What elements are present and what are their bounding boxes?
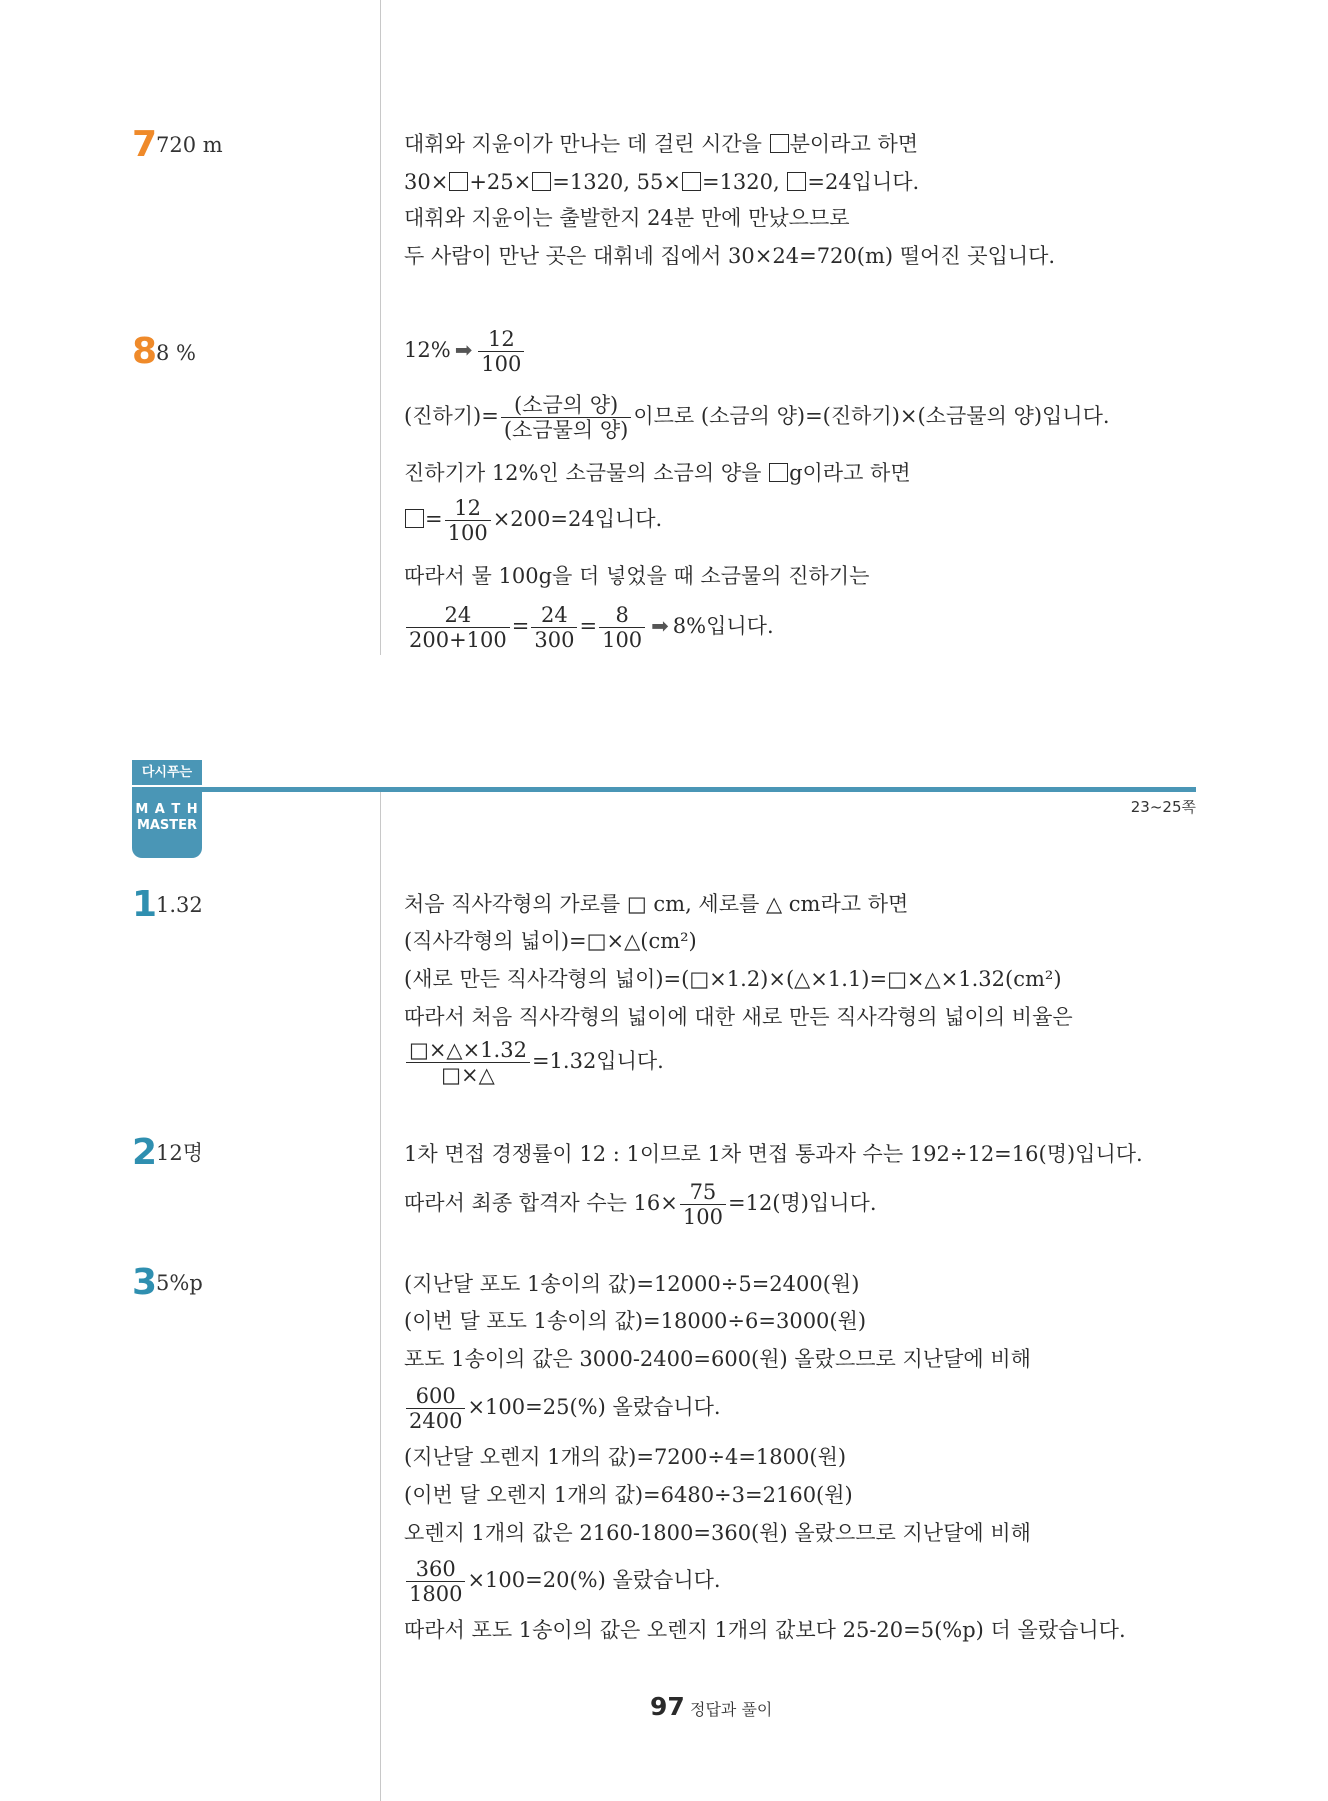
fraction: [478, 327, 524, 376]
fraction-denominator: 1800: [409, 1582, 463, 1606]
fraction: [445, 496, 491, 545]
question-number-3: 3: [132, 1262, 158, 1303]
q7-line-1: [404, 131, 918, 157]
right-arrow-icon: ➡: [454, 338, 473, 362]
q3-line-1: (지난달 포도 1송이의 값)=12000÷5=2400(원): [404, 1272, 860, 1296]
question-number-8: 8: [132, 331, 158, 372]
q1-line-4: 따라서 처음 직사각형의 넓이에 대한 새로 만든 직사각형의 넓이의 비율은: [404, 1005, 1073, 1029]
q1-frac-post: =1.32입니다.: [531, 1049, 664, 1073]
question-number-7: 7: [132, 124, 158, 165]
q7-line-2: [404, 169, 919, 195]
answer-2: 12명: [156, 1141, 204, 1165]
fraction-numerator: 24: [406, 603, 510, 628]
q7-line-3: 대휘와 지윤이는 출발한지 24분 만에 만났으므로: [404, 206, 850, 230]
badge-title-line-1: M A T H: [135, 802, 199, 817]
fraction-numerator: 600: [406, 1384, 465, 1409]
q7-line-2-b: +25×: [469, 170, 532, 194]
fraction-denominator: 300: [534, 628, 575, 652]
blank-box: [769, 463, 788, 482]
blank-box: [787, 172, 806, 191]
section-tag: 다시푸는: [132, 760, 202, 785]
fraction-denominator: 100: [602, 628, 643, 652]
column-divider-top: [380, 0, 381, 655]
q3-l4-post: ×100=25(%) 올랐습니다.: [467, 1395, 721, 1419]
fraction: [680, 1180, 726, 1229]
fraction-denominator: 100: [481, 352, 522, 376]
equals-sign: =: [579, 614, 598, 638]
q7-line-2-a: 30×: [404, 170, 449, 194]
q8-line-4: [404, 496, 662, 545]
q8-line-1: [404, 327, 526, 376]
q8-line-3: [404, 460, 911, 486]
fraction-denominator: (소금물의 양): [503, 418, 629, 442]
fraction-numerator: □×△×1.32: [406, 1038, 530, 1063]
question-number-1: 1: [132, 884, 158, 925]
q7-line-1-a: 대휘와 지윤이가 만나는 데 걸린 시간을: [404, 132, 769, 156]
q3-l8-post: ×100=20(%) 올랐습니다.: [467, 1568, 721, 1592]
q8-l6-post: 8%입니다.: [672, 614, 774, 638]
blank-box: [405, 509, 424, 528]
footer-label: 정답과 풀이: [690, 1700, 773, 1719]
blank-box: [532, 172, 551, 191]
q8-line-2: [404, 393, 1110, 442]
answer-1: 1.32: [156, 893, 203, 917]
q3-line-8: [404, 1557, 721, 1606]
q3-line-9: 따라서 포도 1송이의 값은 오렌지 1개의 값보다 25-20=5(%p) 더 올랐습니다.: [404, 1618, 1126, 1642]
q8-line-5: 따라서 물 100g을 더 넣었을 때 소금물의 진하기는: [404, 564, 870, 588]
fraction-numerator: 75: [680, 1180, 726, 1205]
page-range: 23~25쪽: [1130, 798, 1196, 816]
equals-sign: =: [511, 614, 530, 638]
q8-l4-pre: =: [425, 507, 443, 531]
section-badge: [132, 792, 202, 858]
q2-l2-post: =12(명)입니다.: [727, 1191, 877, 1215]
fraction-numerator: 12: [478, 327, 524, 352]
fraction: [406, 1557, 465, 1606]
fraction-denominator: 200+100: [409, 628, 507, 652]
q3-line-6: (이번 달 오렌지 1개의 값)=6480÷3=2160(원): [404, 1483, 853, 1507]
q3-line-3: 포도 1송이의 값은 3000-2400=600(원) 올랐으므로 지난달에 비해: [404, 1347, 1031, 1371]
answer-7: 720 m: [156, 133, 223, 157]
section-divider-bar: [132, 787, 1196, 792]
fraction: [406, 1038, 530, 1087]
blank-box: [770, 134, 789, 153]
q8-l3-b: g이라고 하면: [789, 461, 911, 485]
q1-line-1: 처음 직사각형의 가로를 □ cm, 세로를 △ cm라고 하면: [404, 892, 909, 916]
q8-line-6: [404, 603, 774, 652]
q1-line-2: (직사각형의 넓이)=□×△(cm²): [404, 929, 697, 953]
q8-l3-a: 진하기가 12%인 소금물의 소금의 양을: [404, 461, 769, 485]
fraction-denominator: 100: [447, 521, 488, 545]
right-arrow-icon: ➡: [651, 614, 669, 638]
q3-line-5: (지난달 오렌지 1개의 값)=7200÷4=1800(원): [404, 1445, 847, 1469]
q7-line-2-c: =1320, 55×: [552, 170, 681, 194]
q8-l2-pre: (진하기)=: [404, 404, 499, 428]
fraction: [531, 603, 577, 652]
fraction: [501, 393, 632, 442]
q3-line-2: (이번 달 포도 1송이의 값)=18000÷6=3000(원): [404, 1309, 867, 1333]
q8-l4-post: ×200=24입니다.: [492, 507, 663, 531]
fraction-numerator: (소금의 양): [501, 393, 632, 418]
q8-l2-post: 이므로 (소금의 양)=(진하기)×(소금물의 양)입니다.: [633, 404, 1110, 428]
q3-line-7: 오렌지 1개의 값은 2160-1800=360(원) 올랐으므로 지난달에 비해: [404, 1521, 1031, 1545]
answer-3: 5%p: [156, 1271, 203, 1295]
q7-line-2-e: =24입니다.: [807, 170, 920, 194]
q7-line-2-d: =1320,: [701, 170, 787, 194]
fraction-numerator: 12: [445, 496, 491, 521]
fraction: [406, 603, 510, 652]
answer-8: 8 %: [156, 341, 196, 365]
blank-box: [682, 172, 701, 191]
q2-line-2: [404, 1180, 877, 1229]
q2-line-1: 1차 면접 경쟁률이 12 : 1이므로 1차 면접 통과자 수는 192÷12=16(명)입니다.: [404, 1142, 1143, 1166]
column-divider-bottom: [380, 792, 381, 1801]
fraction-numerator: 360: [406, 1557, 465, 1582]
page-number: 97: [650, 1692, 685, 1721]
fraction-numerator: 8: [599, 603, 645, 628]
q3-line-4: [404, 1384, 721, 1433]
q2-l2-pre: 따라서 최종 합격자 수는 16×: [404, 1191, 678, 1215]
q7-line-4: 두 사람이 만난 곳은 대휘네 집에서 30×24=720(m) 떨어진 곳입니다.: [404, 244, 1056, 268]
question-number-2: 2: [132, 1132, 158, 1173]
fraction-denominator: 100: [682, 1205, 723, 1229]
fraction: [599, 603, 645, 652]
blank-box: [449, 172, 468, 191]
fraction-numerator: 24: [531, 603, 577, 628]
q7-line-1-b: 분이라고 하면: [789, 132, 919, 156]
badge-title-line-2: MASTER: [136, 818, 198, 833]
q1-line-3: (새로 만든 직사각형의 넓이)=(□×1.2)×(△×1.1)=□×△×1.32(cm²): [404, 967, 1062, 991]
q8-l1-pre: 12%: [404, 338, 451, 362]
q1-line-5: [404, 1038, 664, 1087]
fraction: [406, 1384, 465, 1433]
fraction-denominator: 2400: [409, 1409, 463, 1433]
fraction-denominator: □×△: [441, 1063, 495, 1087]
